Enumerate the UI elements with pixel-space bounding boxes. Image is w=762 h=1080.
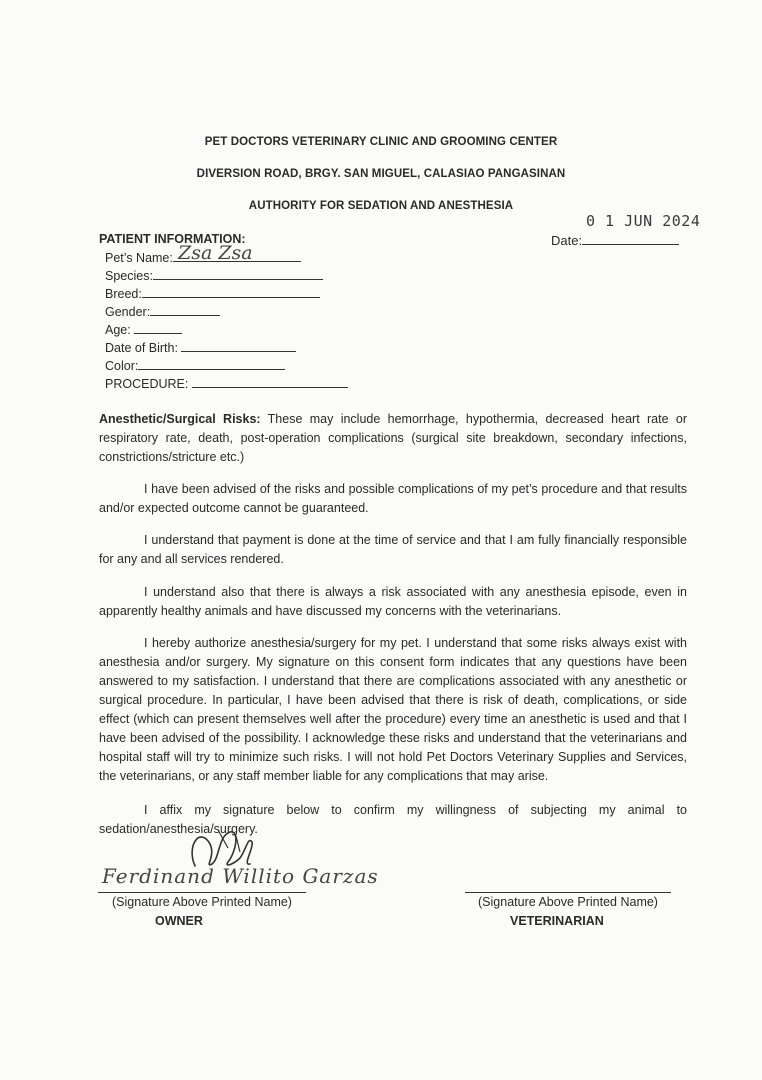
affix-signature-paragraph: I affix my signature below to confirm my willingness of subjecting my animal to sedation/anesthesia/surgery. xyxy=(99,803,687,836)
color-field xyxy=(105,358,285,373)
dob-field xyxy=(105,340,296,355)
procedure-label: PROCEDURE: xyxy=(105,377,189,391)
owner-printed-name: Ferdinand Willito Garzas xyxy=(102,864,379,888)
risks-text: These may include hemorrhage, hypothermia, decreased heart rate or respiratory rate, death, post-operation complications (surgical site breakdown, secondary infections, constrictions/stricture etc.) xyxy=(99,412,687,464)
date-stamp: 0 1 JUN 2024 xyxy=(586,212,701,230)
color-label: Color: xyxy=(105,359,139,373)
risks-paragraph xyxy=(99,410,687,467)
date-label: Date: xyxy=(551,233,583,248)
vet-caption: (Signature Above Printed Name) xyxy=(478,895,658,909)
authorization-paragraph: I hereby authorize anesthesia/surgery for my pet. I understand that some risks always exist with anesthesia and/or surgery. My signature on this consent form indicates that any questions have been answered to my satisfaction. I understand that there are complications associated with any anesthetic or surgical procedure. In particular, I have been advised that there is risk of death, complications, or side effect (which can present themselves well after the procedure) every time an anesthetic is used and that I have been advised of the possibility. I acknowledge these risks and understand that the veterinarians and hospital staff will try to minimize such risks. I will not hold Pet Doctors Veterinary Supplies and Services, the veterinarians, or any staff member liable for any complications that may arise. xyxy=(99,636,687,783)
gender-label: Gender: xyxy=(105,305,151,319)
gender-underline xyxy=(150,304,220,316)
payment-paragraph: I understand that payment is done at the time of service and that I am fully financially responsible for any and all services rendered. xyxy=(99,533,687,566)
vet-role: VETERINARIAN xyxy=(510,914,604,928)
risks-heading: Anesthetic/Surgical Risks: xyxy=(99,412,261,426)
breed-label: Breed: xyxy=(105,287,142,301)
breed-field xyxy=(105,286,320,301)
dob-label: Date of Birth: xyxy=(105,341,178,355)
age-field xyxy=(105,322,182,337)
procedure-field xyxy=(105,376,348,391)
form-title: AUTHORITY FOR SEDATION AND ANESTHESIA xyxy=(248,200,514,212)
pet-name-value: Zsa Zsa xyxy=(178,242,253,264)
breed-underline xyxy=(142,286,320,298)
owner-signature-line xyxy=(98,892,306,893)
age-label: Age: xyxy=(105,323,131,337)
vet-signature-line xyxy=(465,892,671,893)
species-underline xyxy=(153,268,323,280)
advised-paragraph: I have been advised of the risks and possible complications of my pet’s procedure and that results and/or expected outcome cannot be guaranteed. xyxy=(99,482,687,515)
clinic-address: DIVERSION ROAD, BRGY. SAN MIGUEL, CALASIAO PANGASINAN xyxy=(196,168,566,180)
anesthesia-risk-paragraph: I understand also that there is always a risk associated with any anesthesia episode, even in apparently healthy animals and have discussed my concerns with the veterinarians. xyxy=(99,585,687,618)
clinic-name: PET DOCTORS VETERINARY CLINIC AND GROOMING CENTER xyxy=(204,136,558,148)
patient-info-title: PATIENT INFORMATION: xyxy=(99,232,246,246)
gender-field xyxy=(105,304,220,319)
color-underline xyxy=(138,358,285,370)
owner-caption: (Signature Above Printed Name) xyxy=(112,895,292,909)
pet-name-label: Pet’s Name: xyxy=(105,251,173,265)
date-field xyxy=(551,232,679,248)
owner-role: OWNER xyxy=(155,914,203,928)
species-field xyxy=(105,268,323,283)
age-underline xyxy=(134,322,182,334)
procedure-underline xyxy=(192,376,348,388)
dob-underline xyxy=(181,340,296,352)
species-label: Species: xyxy=(105,269,153,283)
date-underline xyxy=(582,232,679,245)
